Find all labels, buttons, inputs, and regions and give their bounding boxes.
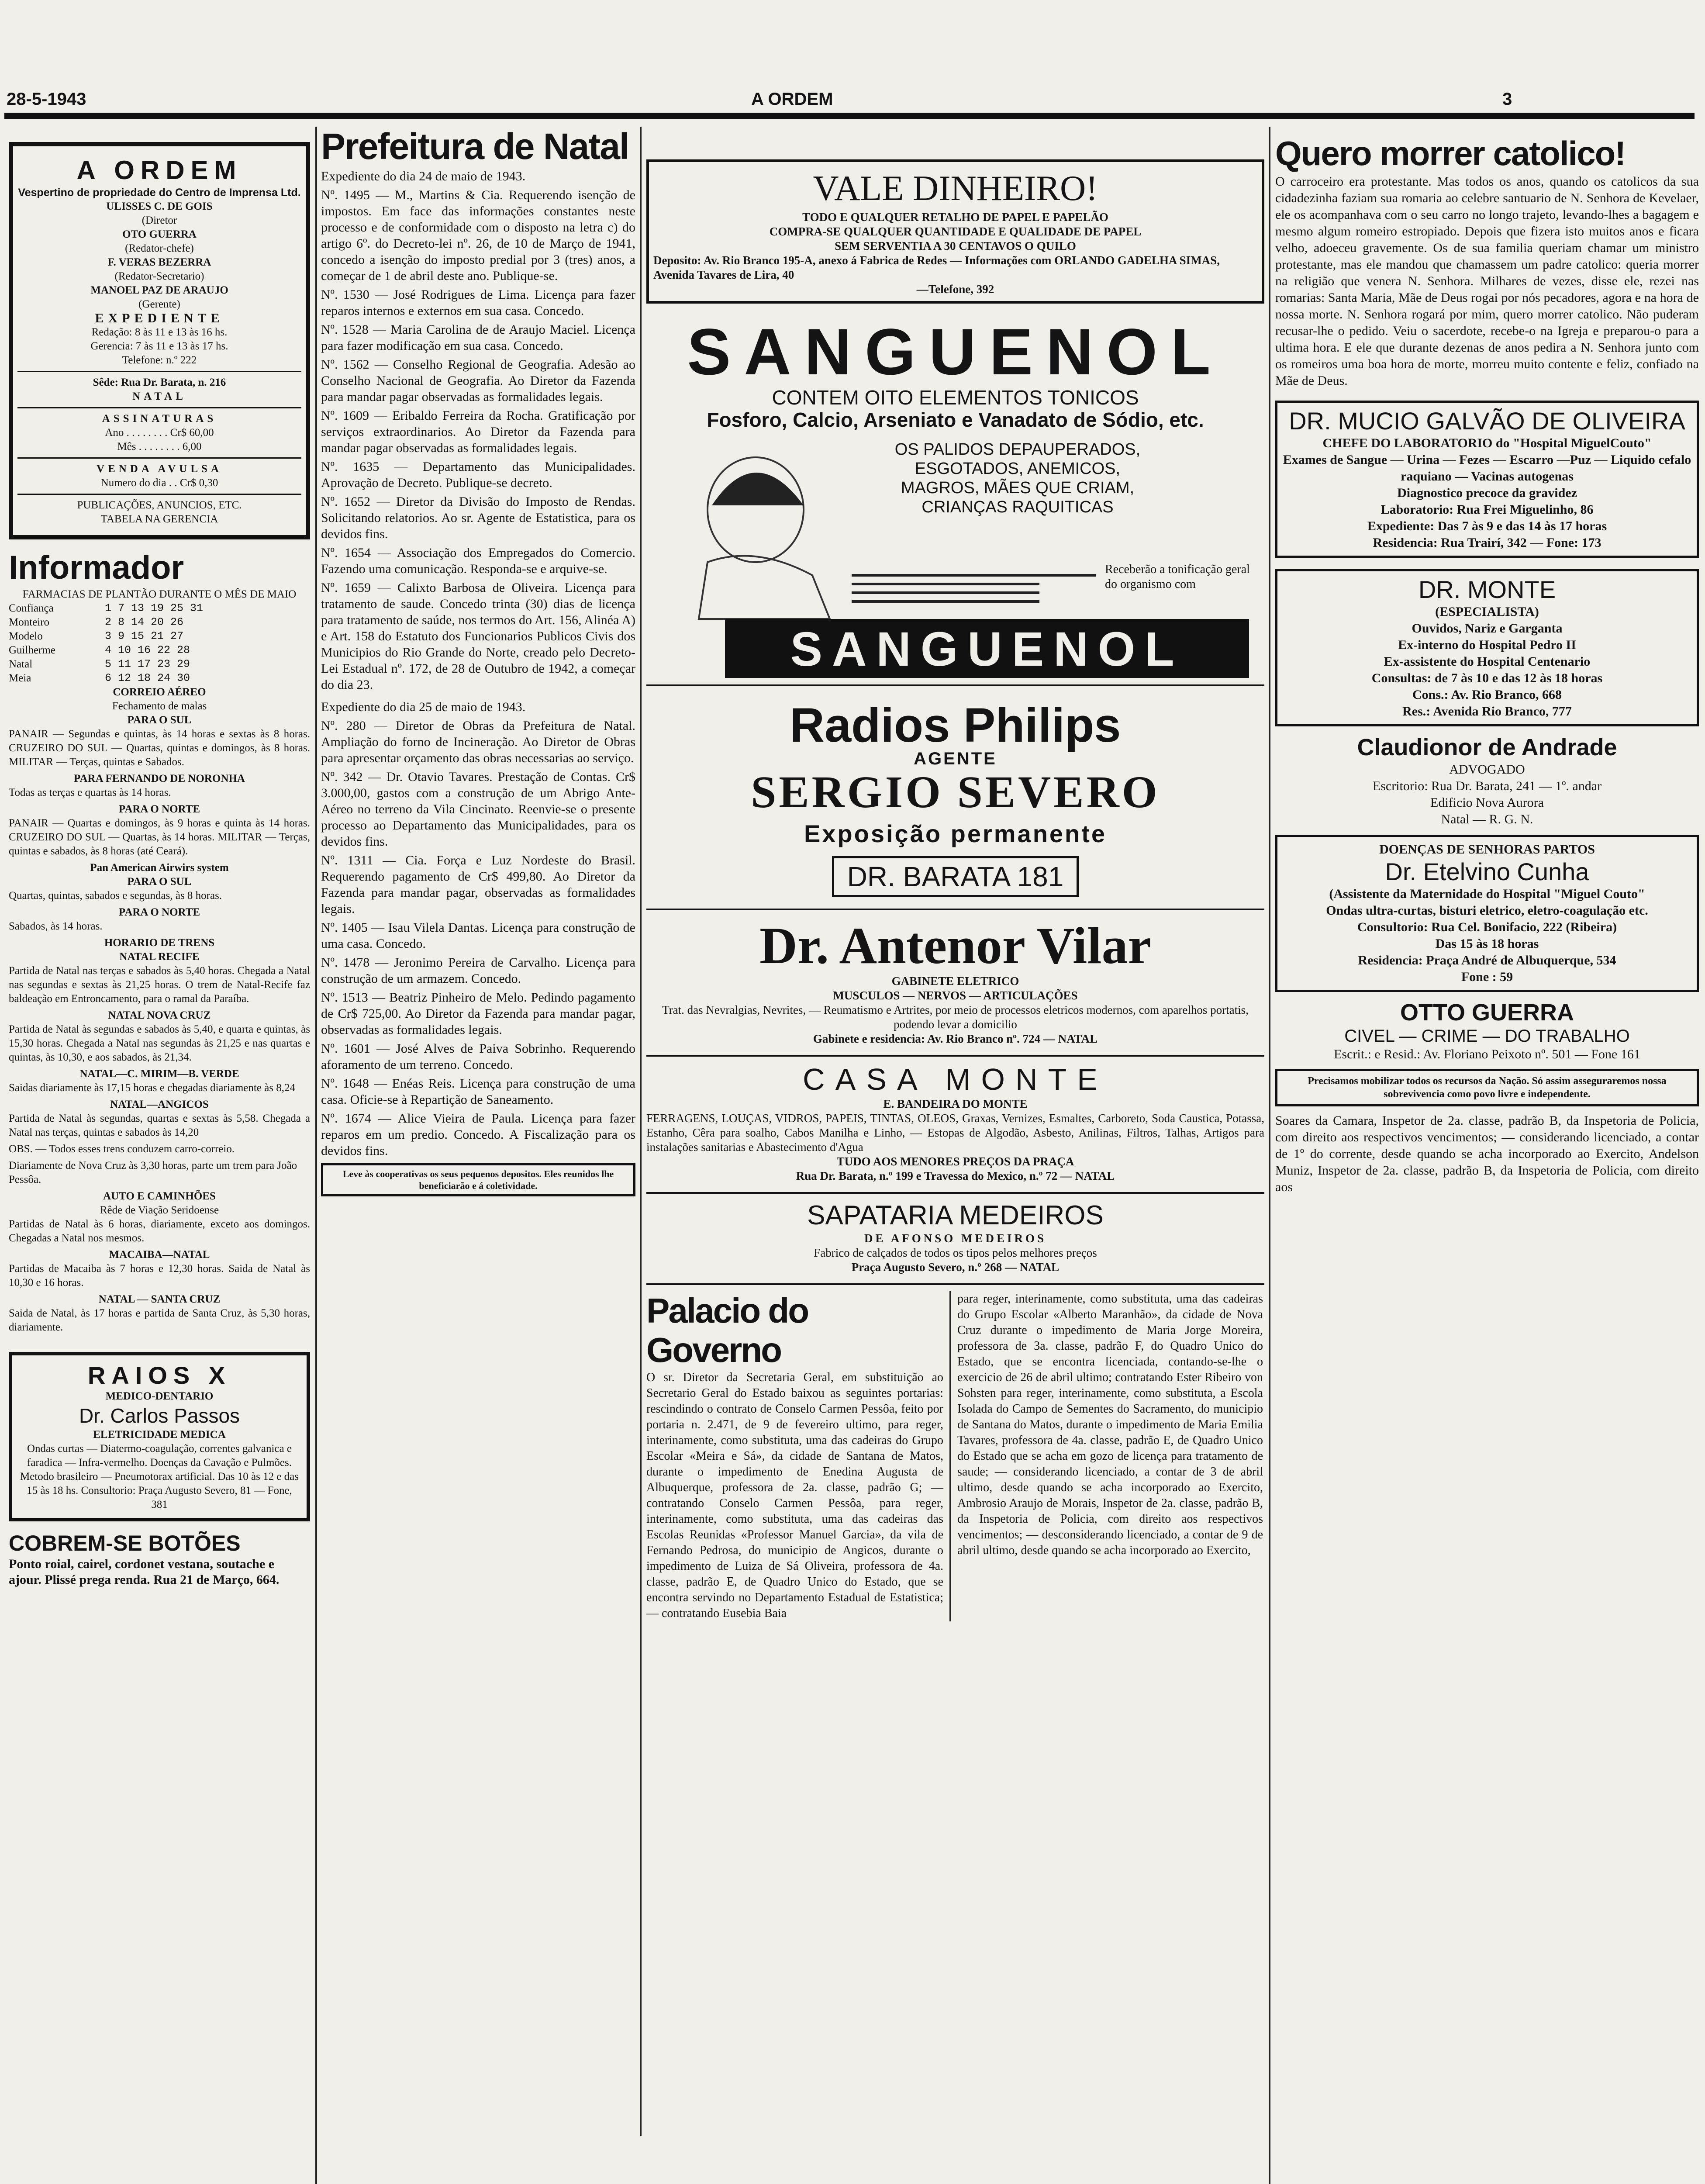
vale-line-1: TODO E QUALQUER RETALHO DE PAPEL E PAPELÃO <box>802 211 1108 224</box>
issue-date: 28-5-1943 <box>7 90 86 109</box>
raios-x-ad <box>9 1352 310 1521</box>
casa-monte-prices: TUDO AOS MENORES PREÇOS DA PRAÇA <box>836 1155 1074 1168</box>
guerra-line-1: CIVEL — CRIME — DO TRABALHO <box>1344 1026 1630 1046</box>
prefeitura-item: Nº. 1654 — Associação dos Empregados do Comercio. Fazendo uma comunicação. Responda-se e arquive-se. <box>321 546 635 576</box>
south2-heading: PARA O SUL <box>127 876 192 888</box>
governo-column-1 <box>646 1291 943 1621</box>
monte-line-5: Cons.: Av. Rio Branco, 668 <box>1412 688 1562 702</box>
casa-monte-address: Rua Dr. Barata, n.º 199 e Travessa do Mexico, n.º 72 — NATAL <box>796 1169 1115 1182</box>
etelvino-line-6: Fone : 59 <box>1461 970 1513 984</box>
informador-title: Informador <box>9 549 184 586</box>
pharmacy-name: Confiança <box>9 602 54 614</box>
prefeitura-item: Nº. 1562 — Conselho Regional de Geografia. Adesão ao Conselho Nacional de Geografia. Ao Diretor da Fazenda para mandar pagar observadas as formalidades legais. <box>321 357 635 404</box>
headquarters: Sêde: Rua Dr. Barata, n. 216 <box>93 377 226 388</box>
north-text: PANAIR — Quartas e domingos, às 9 horas e quinta às 14 horas. CRUZEIRO DO SUL — Quartas, às 14 horas. MILITAR — Terças, quintas e sabados, às 8 horas (até Ceará). <box>9 817 310 857</box>
page-number: 3 <box>1502 90 1512 109</box>
prefeitura-title: Prefeitura de Natal <box>321 126 629 167</box>
prefeitura-items-2 <box>321 718 635 1159</box>
vilar-line-3: Gabinete e residencia: Av. Rio Branco nº. 724 — NATAL <box>813 1032 1098 1045</box>
prefeitura-item: Nº. 1495 — M., Martins & Cia. Requerendo isenção de impostos. Em face das informações constantes neste processo e de conformidade com o disposto na letra c) do artigo 6º. do Decreto-lei nº. 26, de 10 de Março de 1941, concedo a isenção do imposto predial por 3 (tres) anos, a começar de 1 de abril deste ano. Publique-se. <box>321 188 635 283</box>
manager-role: (Gerente) <box>138 298 180 310</box>
pharmacy-row <box>9 671 310 685</box>
etelvino-line-5: Residencia: Praça André de Albuquerque, 534 <box>1358 953 1616 968</box>
prefeitura-item: Nº. 1528 — Maria Carolina de de Araujo Maciel. Licença para fazer modificação em sua casa. Concedo. <box>321 322 635 353</box>
pharmacy-row <box>9 615 310 629</box>
raios-x-doctor: Dr. Carlos Passos <box>79 1404 240 1427</box>
prefeitura-item: Nº. 1635 — Departamento das Municipalidades. Aprovação de Decreto. Publique-se decreto. <box>321 460 635 490</box>
serido-text: Partidas de Natal às 6 horas, diariamente, exceto aos domingos. Chegadas a Natal nos mesmos. <box>9 1218 310 1244</box>
column-divider <box>1269 127 1270 2184</box>
claudionor-ad <box>1275 733 1699 828</box>
secretary-name: F. VERAS BEZERRA <box>107 256 211 268</box>
etelvino-line-2: Ondas ultra-curtas, bisturi eletrico, eletro-coagulação etc. <box>1326 903 1648 918</box>
mail-closing: Fechamento de malas <box>112 700 207 712</box>
single-sale-heading: VENDA AVULSA <box>97 463 222 475</box>
catolico-text: O carroceiro era protestante. Mas todos os anos, quando os catolicos da sua cidadezinha faziam sua romaria ao celebre santuario de N. Senhora de Kevelaer, ele os acompanhava com o seu carro no longo trajeto, levando-lhes a bagagem e mesmo algum romeiro estropiado. Depois que fizera isto muitos anos e ficara velho, adoeceu gravemente. Os de sua familia queriam chamar um ministro protestante, mas ele mandou que chamassem um padre catolico: queria morrer na religião que venera N. Senhora. Milhares de vezes, disse ele, rezei nas romarias: Santa Maria, Mãe de Deus rogai por nós pecadores, agora e na hora de nossa morte. N. Senhora rogará por mim, quero morrer catolico. Não puderam recusar-lhe o pedido. Veiu o sacerdote, recebe-o na Igreja e preparou-o para a ultima hora. E ele que durante dezenas de anos pedira a N. Senhora junto com os romeiros uma boa hora de morte, morreu muito contente e feliz, confiado na Mãe de Deus. <box>1275 174 1699 388</box>
etelvino-line-1: (Assistente da Maternidade do Hospital "Miguel Couto" <box>1329 887 1645 901</box>
vilar-title: Dr. Antenor Vilar <box>759 916 1151 975</box>
trains-note: OBS. — Todos esses trens conduzem carro-correio. <box>9 1143 235 1155</box>
pharmacy-row <box>9 629 310 643</box>
prefeitura-item: Nº. 1405 — Isau Vilela Dantas. Licença para construção de uma casa. Concedo. <box>321 920 635 951</box>
buttons-ad-text: Ponto roial, cairel, cordonet vestana, soutache e ajour. Plissé prega renda. Rua 21 de Março, 664. <box>9 1557 280 1587</box>
column-divider <box>315 127 317 2184</box>
mucio-line-1: CHEFE DO LABORATORIO do "Hospital MiguelCouto" <box>1322 436 1652 450</box>
santacruz-heading: NATAL — SANTA CRUZ <box>98 1293 221 1305</box>
publications: PUBLICAÇÕES, ANUNCIOS, ETC. <box>77 499 242 511</box>
masthead-title: A ORDEM <box>76 156 242 185</box>
secretary-role: (Redator-Secretario) <box>114 270 204 282</box>
pharmacy-row <box>9 643 310 657</box>
telephone: Telefone: n.º 222 <box>122 354 197 366</box>
monte-line-4: Consultas: de 7 às 10 e das 12 às 18 horas <box>1371 671 1603 685</box>
medeiros-line-1: Fabrico de calçados de todos os tipos pelos melhores preços <box>814 1246 1097 1259</box>
auto-heading: AUTO E CAMINHÕES <box>103 1190 216 1202</box>
raios-x-title: RAIOS X <box>87 1362 231 1389</box>
north-heading: PARA O NORTE <box>118 803 200 815</box>
daily-price: Numero do dia . . Cr$ 0,30 <box>100 477 218 489</box>
macaiba-heading: MACAIBA—NATAL <box>109 1249 210 1261</box>
mucio-line-4: Laboratorio: Rua Frei Miguelinho, 86 <box>1381 502 1594 517</box>
monte-line-2: Ex-interno do Hospital Pedro II <box>1398 638 1576 652</box>
prefeitura-intro-2: Expediente do dia 25 de maio de 1943. <box>321 700 526 714</box>
medeiros-title: SAPATARIA MEDEIROS <box>807 1200 1104 1230</box>
governo-section <box>646 1291 1264 1621</box>
pharmacy-row <box>9 601 310 615</box>
medeiros-subtitle: DE AFONSO MEDEIROS <box>864 1232 1047 1245</box>
price-table: TABELA NA GERENCIA <box>100 513 218 525</box>
catolico-title: Quero morrer catolico! <box>1275 134 1626 173</box>
vale-line-4: Deposito: Av. Rio Branco 195-A, anexo á Fabrica de Redes — Informações com ORLANDO GADELHA SIMAS, Avenida Tavares de Lira, 40 <box>653 254 1220 281</box>
pharmacy-name: Meia <box>9 672 31 684</box>
raios-x-subtitle: MEDICO-DENTARIO <box>105 1390 214 1402</box>
angicos-heading: NATAL—ANGICOS <box>110 1099 209 1110</box>
serido-heading: Rêde de Viação Seridoense <box>100 1204 219 1216</box>
pharmacy-days: 6 12 18 24 30 <box>105 672 190 684</box>
manager-name: MANOEL PAZ DE ARAUJO <box>90 284 228 296</box>
philips-ad <box>646 699 1264 904</box>
casa-monte-products: FERRAGENS, LOUÇAS, VIDROS, PAPEIS, TINTAS, OLEOS, Graxas, Vernizes, Esmaltes, Carboreto, Soda Caustica, Potassa, Estanho, Cêra para soalho, Cabos Manilha e Linho, — Estopas de Algodão, Asbesto, Anilinas, Filtros, Talhas, Artigos para instalações sanitarias e Abastecimento d'Agua <box>646 1112 1264 1154</box>
monte-line-6: Res.: Avenida Rio Branco, 777 <box>1402 704 1572 719</box>
prefeitura-items <box>321 187 635 693</box>
redacao-hours: Redação: 8 às 11 e 13 às 16 hs. <box>91 326 228 338</box>
pharmacy-days: 3 9 15 21 27 <box>105 630 184 643</box>
prefeitura-item: Nº. 1478 — Jeronimo Pereira de Carvalho. Licença para construção de um armazem. Concedo. <box>321 955 635 986</box>
etelvino-ad <box>1275 835 1699 992</box>
pharmacy-name: Natal <box>9 658 33 670</box>
governo-text-1: O sr. Diretor da Secretaria Geral, em substituição ao Secretario Geral do Estado baixou as seguintes portarias: rescindindo o contrato de Conselo Carmen Pessôa, feito por portaria n. 2.471, de 9 de fevereiro ultimo, para reger, interinamente, como substituta, uma das cadeiras do Grupo Escolar «Meira e Sá», da cidade de Santana de Matos, durante o impedimento de Enedina Augusta de Albuquerque, professora de 2a. classe, padrão G; — contratando Conselo Carmen Pessôa, para reger, interinamente, como substituta, uma das cadeiras das Escolas Reunidas «Professor Manuel Garcia», da vila de Fernando Pedrosa, do municipio de Angicos, durante o impedimento de Luiza de Sá Oliveira, professora de 4a. classe, padrão E, de Quadro Unico do Estado, que se encontra servindo no Departamento Estadual de Estatistica; — contratando Eusebia Baia <box>646 1371 943 1620</box>
santacruz-text: Saida de Natal, às 17 horas e partida de Santa Cruz, às 5,30 horas, diariamente. <box>9 1307 310 1333</box>
pharmacy-days: 4 10 16 22 28 <box>105 644 190 657</box>
noronha-heading: PARA FERNANDO DE NORONHA <box>74 773 245 784</box>
prefeitura-item: Nº. 1674 — Alice Vieira de Paula. Licença para fazer reparos em um predio. Concedo. A Fiscalização para os devidos fins. <box>321 1111 635 1158</box>
prefeitura-item: Nº. 1652 — Diretor da Divisão do Imposto de Rendas. Solicitando relatorios. Ao sr. Agente de Estatistica, para os devidos fins. <box>321 494 635 541</box>
philips-agent: AGENTE <box>914 749 997 768</box>
recife-text: Partida de Natal nas terças e sabados às 5,40 horas. Chegada a Natal nas segundas e sextas às 21,25 horas. O trem de Natal-Recife faz baldeação em Entroncamento, para o ramal da Paraíba. <box>9 965 310 1005</box>
running-title: A ORDEM <box>751 90 833 109</box>
medeiros-ad <box>646 1200 1264 1275</box>
vale-line-2: COMPRA-SE QUALQUER QUANTIDADE E QUALIDADE DE PAPEL <box>769 225 1142 238</box>
prefeitura-item: Nº. 1659 — Calixto Barbosa de Oliveira. Licença para tratamento de saude. Concedo trinta (30) dias de licença para tratamento de saúde, nos termos do Art. 156, Alinéa A) e Art. 158 do Estatuto dos Funcionarios Publicos Civis dos Municipios do Rio Grande do Norte, creado pelo Decreto-Lei Estadual nº. 172, de 28 de Outubro de 1942, a começar do dia 23. <box>321 581 635 692</box>
governo-title: Palacio do Governo <box>646 1291 808 1369</box>
guerra-ad <box>1275 999 1699 1063</box>
claudionor-title: Claudionor de Andrade <box>1357 734 1617 760</box>
masthead-box <box>9 142 310 539</box>
etelvino-head: DOENÇAS DE SENHORAS PARTOS <box>1379 842 1595 857</box>
pharmacy-table <box>9 601 310 685</box>
director-role: (Diretor <box>142 214 177 226</box>
monte-line-1: Ouvidos, Nariz e Garganta <box>1412 621 1563 636</box>
sanguenol-ad <box>646 317 1264 680</box>
novacruz-heading: NATAL NOVA CRUZ <box>108 1009 211 1021</box>
raios-x-eletricidade: ELETRICIDADE MEDICA <box>93 1429 226 1441</box>
sanguenol-illustration <box>646 431 1264 680</box>
cooperative-note: Leve às cooperativas os seus pequenos depositos. Eles reunidos lhe beneficiarão e á coletividade. <box>321 1163 635 1196</box>
city: NATAL <box>132 390 186 402</box>
monthly-price: Mês . . . . . . . . 6,00 <box>117 441 202 453</box>
philips-name: SERGIO SEVERO <box>751 767 1160 817</box>
claudionor-subtitle: ADVOGADO <box>1449 762 1525 777</box>
monte-line-3: Ex-assistente do Hospital Centenario <box>1384 654 1591 669</box>
director-name: ULISSES C. DE GOIS <box>106 200 213 212</box>
buttons-ad-title: COBREM-SE BOTÕES <box>9 1531 241 1555</box>
guerra-line-2: Escrit.: e Resid.: Av. Floriano Peixoto nº. 501 — Fone 161 <box>1334 1047 1640 1061</box>
guerra-title: OTTO GUERRA <box>1400 999 1574 1026</box>
casa-monte-title: CASA MONTE <box>803 1062 1108 1096</box>
pharmacy-name: Monteiro <box>9 616 50 628</box>
page-header <box>0 74 1705 114</box>
macaiba-text: Partidas de Macaiba às 7 horas e 12,30 horas. Saida de Natal às 10,30 e 16 horas. <box>9 1263 310 1289</box>
pharmacy-row <box>9 657 310 671</box>
vale-title: VALE DINHEIRO! <box>813 168 1098 208</box>
mucio-line-2: Exames de Sangue — Urina — Fezes — Escarro —Puz — Liquido cefalo raquiano — Vacinas autogenas <box>1283 453 1691 484</box>
airmail-heading: CORREIO AÉREO <box>113 686 206 698</box>
sanguenol-title: SANGUENOL <box>687 315 1224 388</box>
prefeitura-item: Nº. 280 — Diretor de Obras da Prefeitura de Natal. Ampliação do forno de Incineração. Ao Diretor de Obras para apresentar orçamento das obras necessarias ao serviço. <box>321 719 635 765</box>
column-4 <box>1275 124 1699 1198</box>
governo-text-2: para reger, interinamente, como substituta, uma das cadeiras do Grupo Escolar «Alberto Maranhão», da cidade de Nova Cruz durante o impedimento de Maria Jorge Moreira, professora de 3a. classe, padrão F, do Quadro Unico do Estado, que se encontra licenciada, contando-se-lhe o exercicio de 26 de abril ultimo; contratando Ester Ribeiro von Sohsten para reger, interinamente, como substituta, a Escola Isolada do Campo de Sementes do Sacramento, do municipio de Santana do Matos, durante o impedimento de Maria Emilia Tavares, professora de 4a. classe, padrão E, de Quadro Unico do Estado que se acha em gozo de licença para tratamento de saude; — considerando licenciado, a contar de 3 de abril ultimo, desde quando se acha incorporado ao Exercito, Ambrosio Araujo de Morais, Inspetor de 2a. classe, padrão B, da Inspetoria de Policia, com direito aos respectivos vencimentos; — desconsiderando licenciado, a contar de 9 de abril ultimo, desde quando se acha incorporado ao Exercito, <box>957 1292 1263 1557</box>
etelvino-line-4: Das 15 às 18 horas <box>1435 936 1539 951</box>
philips-title: Radios Philips <box>790 698 1121 752</box>
claudionor-line-1: Escritorio: Rua Dr. Barata, 241 — 1º. andar <box>1372 779 1602 793</box>
philips-address: DR. BARATA 181 <box>832 856 1079 897</box>
mobilizar-note: Precisamos mobilizar todos os recursos da Nação. Só assim asseguraremos nossa sobrevivencia como povo livre e independente. <box>1275 1069 1699 1106</box>
south-heading: PARA O SUL <box>127 714 192 726</box>
recife-heading: NATAL RECIFE <box>119 951 200 963</box>
vale-line-5: —Telefone, 392 <box>916 283 994 296</box>
mucio-line-6: Residencia: Rua Trairí, 342 — Fone: 173 <box>1373 536 1601 550</box>
north2-heading: PARA O NORTE <box>118 906 200 918</box>
trains-note-2: Diariamente de Nova Cruz às 3,30 horas, parte um trem para João Pessôa. <box>9 1160 297 1185</box>
pharmacy-name: Guilherme <box>9 644 55 656</box>
north2-text: Sabados, às 14 horas. <box>9 920 103 932</box>
sanguenol-line-1: CONTEM OITO ELEMENTOS TONICOS <box>772 386 1139 409</box>
prefeitura-item: Nº. 1513 — Beatriz Pinheiro de Melo. Pedindo pagamento de Cr$ 725,00. Ao Diretor da Fazenda para mandar pagar, observadas as formalidades legais. <box>321 990 635 1037</box>
mucio-ad <box>1275 401 1699 558</box>
vilar-line-2: Trat. das Nevralgias, Nevrites, — Reumatismo e Artrites, por meio de processos eletricos modernos, com aparelhos portatis, podendo levar a domicilio <box>662 1003 1249 1031</box>
vilar-ad <box>646 917 1264 1046</box>
mirim-text: Saidas diariamente às 17,15 horas e chegadas diariamente às 8,24 <box>9 1082 296 1094</box>
prefeitura-item: Nº. 1530 — José Rodrigues de Lima. Licença para fazer reparos internos e externos em sua casa. Concedo. <box>321 287 635 318</box>
annual-price: Ano . . . . . . . . Cr$ 60,00 <box>105 427 214 439</box>
column-2 <box>321 124 635 1196</box>
mirim-heading: NATAL—C. MIRIM—B. VERDE <box>79 1068 239 1080</box>
masthead-subtitle: Vespertino de propriedade do Centro de Imprensa Ltd. <box>18 187 301 199</box>
mucio-line-3: Diagnostico precoce da gravidez <box>1397 486 1577 500</box>
prefeitura-item: Nº. 1311 — Cia. Força e Luz Nordeste do Brasil. Requerendo pagamento de Cr$ 499,80. Ao Diretor da Fazenda para mandar pagar, observadas as formalidades legais. <box>321 853 635 916</box>
soares-text: Soares da Camara, Inspetor de 2a. classe, padrão B, da Inspetoria de Policia, com direito aos respectivos vencimentos; — considerando licenciado, a contar de 1º do corrente, desde quando se acha incorporado ao Exercito, Andelson Muniz, Inspetor de 2a. classe, padrão B, da Inspetoria de Policia, com direito aos <box>1275 1113 1699 1194</box>
etelvino-line-3: Consultorio: Rua Cel. Bonifacio, 222 (Ribeira) <box>1357 920 1617 934</box>
header-rule <box>4 113 1695 119</box>
prefeitura-item: Nº. 1648 — Enéas Reis. Licença para construção de uma casa. Oficie-se à Repartição de Saneamento. <box>321 1076 635 1107</box>
subscriptions-heading: ASSINATURAS <box>102 413 217 425</box>
south-text: PANAIR — Segundas e quintas, às 14 horas e sextas às 8 horas. CRUZEIRO DO SUL — Quartas, quintas e domingos, às 8 horas. MILITAR — Terças, quintas e Sabados. <box>9 728 310 768</box>
sanguenol-line-2: Fosforo, Calcio, Arseniato e Vanadato de Sódio, etc. <box>707 408 1204 431</box>
prefeitura-item: Nº. 342 — Dr. Otavio Tavares. Prestação de Contas. Cr$ 3.000,00, gastos com a construção de um Abrigo Ante-Aéreo no terreno da Vila Cincinato. Reenvie-se o presente processo ao Departamento das Municipalidades, para os devidos fins. <box>321 770 635 849</box>
pharmacy-days: 2 8 14 20 26 <box>105 616 184 629</box>
sanguenol-line-4: Receberão a tonificação geral do organismo com <box>1105 563 1250 591</box>
bottle-label: SANGUENOL <box>790 622 1184 676</box>
mucio-title: DR. MUCIO GALVÃO DE OLIVEIRA <box>1289 407 1685 435</box>
vale-dinheiro-ad <box>646 159 1264 304</box>
etelvino-title: Dr. Etelvino Cunha <box>1385 858 1589 885</box>
monte-title: DR. MONTE <box>1418 576 1556 603</box>
editor-role: (Redator-chefe) <box>125 242 194 254</box>
vilar-line-1: MUSCULOS — NERVOS — ARTICULAÇÕES <box>833 989 1078 1002</box>
mucio-line-5: Expediente: Das 7 às 9 e das 14 às 17 horas <box>1367 519 1607 533</box>
prefeitura-item: Nº. 1609 — Eribaldo Ferreira da Rocha. Gratificação por serviços extraordinarios. Ao Diretor da Fazenda para mandar pagar observadas as formalidades legais. <box>321 408 635 455</box>
column-3 <box>646 124 1264 1621</box>
prefeitura-item: Nº. 1601 — José Alves de Paiva Sobrinho. Requerendo aforamento de um terreno. Concedo. <box>321 1041 635 1072</box>
sanguenol-line-3: OS PALIDOS DEPAUPERADOS, ESGOTADOS, ANEMICOS, MAGROS, MÃES QUE CRIAM, CRIANÇAS RAQUITICAS <box>894 440 1141 516</box>
panam-heading: Pan American Airwirs system <box>90 862 229 874</box>
pharmacy-days: 1 7 13 19 25 31 <box>105 602 204 615</box>
pharmacy-days: 5 11 17 23 29 <box>105 658 190 670</box>
claudionor-line-2: Edificio Nova Aurora <box>1430 795 1544 810</box>
editor-name: OTO GUERRA <box>122 228 197 240</box>
prefeitura-intro: Expediente do dia 24 de maio de 1943. <box>321 169 526 183</box>
angicos-text: Partida de Natal às segundas, quartas e sextas às 5,58. Chegada a Natal nas terças, quintas e sabados às 14,20 <box>9 1113 310 1138</box>
noronha-text: Todas as terças e quartas às 14 horas. <box>9 787 171 798</box>
monte-ad <box>1275 569 1699 726</box>
gerencia-hours: Gerencia: 7 às 11 e 13 às 17 hs. <box>90 340 228 352</box>
pharmacy-name: Modelo <box>9 630 43 642</box>
column-divider <box>640 127 642 2136</box>
philips-exposition: Exposição permanente <box>804 820 1107 847</box>
raios-x-text: Ondas curtas — Diatermo-coagulação, correntes galvanica e faradica — Infra-vermelho. Doenças da Cavação e Pulmões. Metodo brasileiro — Pneumotorax artificial. Das 10 às 12 e das 15 às 18 hs. Consultorio: Praça Augusto Severo, 81 — Fone, 381 <box>20 1443 299 1510</box>
column-1 <box>9 124 310 1588</box>
expediente-heading: EXPEDIENTE <box>95 311 224 325</box>
claudionor-line-3: Natal — R. G. N. <box>1441 812 1533 826</box>
pharmacies-heading: FARMACIAS DE PLANTÃO DURANTE O MÊS DE MAIO <box>22 588 297 600</box>
south2-text: Quartas, quintas, sabados e segundas, às 8 horas. <box>9 890 222 902</box>
medeiros-line-2: Praça Augusto Severo, n.º 268 — NATAL <box>851 1261 1060 1274</box>
vilar-gabinete: GABINETE ELETRICO <box>891 975 1019 988</box>
monte-subtitle: (ESPECIALISTA) <box>1435 605 1539 619</box>
trains-heading: HORARIO DE TRENS <box>104 937 215 949</box>
casa-monte-ad <box>646 1062 1264 1183</box>
casa-monte-subtitle: E. BANDEIRA DO MONTE <box>883 1097 1028 1110</box>
vale-line-3: SEM SERVENTIA A 30 CENTAVOS O QUILO <box>835 239 1076 252</box>
novacruz-text: Partida de Natal às segundas e sabados às 5,40, e quarta e quintas, às 15,30 horas. Chegada a Natal nas segundas às 21,25 e nas quartas e quintas, às 10,30, e aos sabados, às 21,34. <box>9 1023 310 1063</box>
